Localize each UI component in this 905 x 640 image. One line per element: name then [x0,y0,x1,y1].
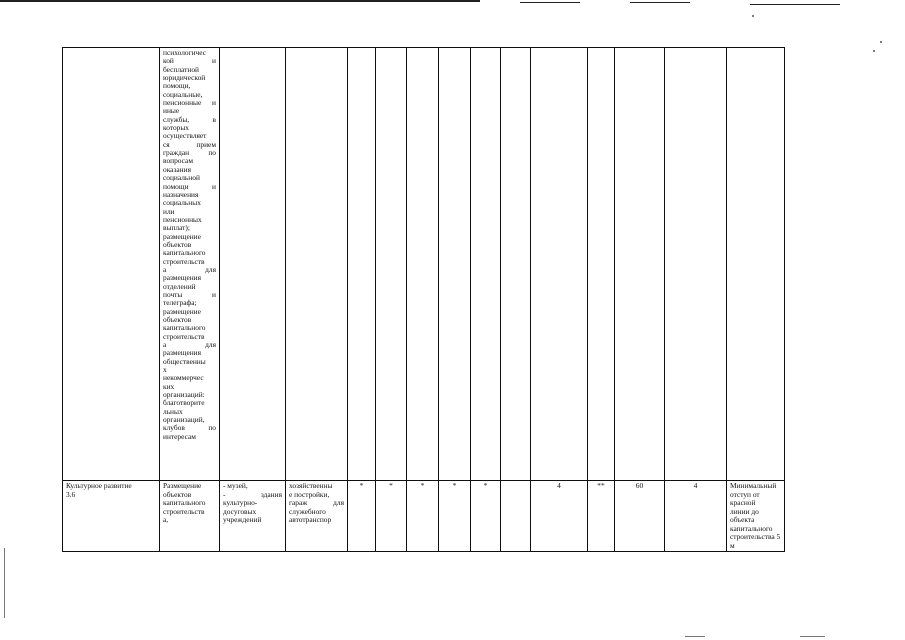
text-line: линии до объекта [730,506,759,525]
text-line: выплат); [163,223,190,233]
text-line: гараж для [289,498,344,508]
scan-edge-line [750,4,840,5]
scan-edge-line [0,0,480,2]
text-line: бесплатной [163,64,199,74]
text-line: размещения [163,348,202,358]
text-line: иные [163,106,180,116]
scan-speck [880,41,882,43]
param-cell [471,48,501,481]
text-line: капитального [163,248,206,258]
scan-edge-line [685,636,705,637]
aux-use-cell [286,48,348,481]
text-line: капитального [163,498,206,508]
param-cell [531,48,588,481]
text-line: размещения [163,273,202,283]
main-use-cell [220,481,286,552]
param-cell [376,48,407,481]
text-line: осуществляет [163,131,207,141]
text-line: культурно- [223,498,258,508]
text-line: а, [163,515,169,525]
zone-code: 3.6 [66,489,76,499]
text-line: отступ от красной [730,489,760,508]
text-line: досуговых [223,506,257,516]
text-line: отделений [163,281,196,291]
text-line: строительств [163,331,205,341]
text-line: психологичес [163,48,207,57]
asterisk-mark: * [407,481,439,552]
text-line: строительств [163,506,205,516]
scan-edge-line [630,2,690,3]
asterisk-mark [501,481,531,552]
table-row [63,481,785,552]
text-line: почты и [163,289,216,299]
text-line: объектов [163,315,192,324]
table-row [63,48,785,481]
param-cell [588,48,615,481]
text-line: юридической [163,73,206,83]
text-line: социальные, [163,89,203,99]
description-cell [160,481,220,552]
text-line: хозяйственны [289,481,333,490]
param-cell [348,48,376,481]
text-line: капитального [163,323,206,333]
text-line: - здания [223,489,282,499]
note-cell [727,48,785,481]
text-line: общественны [163,356,206,366]
asterisk-mark: * [348,481,376,552]
zone-name: Культурное развитие [66,481,132,490]
scan-edge-line [4,548,5,618]
text-line: а для [163,340,216,350]
zoning-regulations-table [62,47,785,552]
text-line: социальных [163,198,201,208]
text-line: помощи и [163,181,216,191]
text-line: вопросам [163,156,193,166]
text-line: которых [163,123,189,133]
asterisk-mark: * [471,481,501,552]
text-line: размещение [163,306,201,316]
text-line: объектов [163,489,192,499]
text-line: капитального [730,523,773,533]
note-cell [727,481,785,552]
text-line: учреждений [223,515,262,525]
text-line: размещение [163,231,201,241]
text-line: телеграфа; [163,298,197,308]
double-asterisk-mark: ** [588,481,615,552]
text-line: интересам [163,431,196,441]
text-line: оказания [163,164,191,174]
text-line: или [163,206,175,216]
text-line: назначения [163,189,199,199]
scan-edge-line [520,2,580,3]
text-line: ких [163,381,175,391]
text-line: граждан по [163,148,216,158]
param-cell [407,48,439,481]
zone-name-cell [63,481,160,552]
text-line: е постройки, [289,489,330,499]
description-cell [160,48,220,481]
text-line: кой и [163,56,216,66]
aux-use-cell [286,481,348,552]
text-line: льных [163,406,183,416]
asterisk-mark: * [376,481,407,552]
text-line: помощи, [163,81,191,91]
param-cell [615,48,665,481]
zone-name-cell [63,48,160,481]
text-line: строительства 5 м [730,532,781,550]
text-line: х [163,365,167,375]
param-cell [501,48,531,481]
text-line: - музей, [223,481,248,490]
param-cell [665,48,727,481]
param-cell [439,48,471,481]
text-line: автотранспор [289,515,332,525]
scan-speck [873,50,875,52]
text-line: Размещение [163,481,202,490]
asterisk-mark: * [439,481,471,552]
text-line: организаций, [163,415,205,425]
text-line: социальной [163,173,200,183]
percent-value: 60 [615,481,665,552]
continuation-text [163,49,216,441]
scan-speck [752,15,754,17]
text-line: некоммерчес [163,373,204,383]
param-value: 4 [665,481,727,552]
text-line: службы, в [163,114,216,124]
text-line: а для [163,264,216,274]
text-line: ся прием [163,139,216,149]
floors-value: 4 [531,481,588,552]
text-line: клубов по [163,423,216,433]
text-line: благотворите [163,398,205,408]
text-line: объектов [163,239,192,249]
main-use-cell [220,48,286,481]
text-line: пенсионных [163,214,202,224]
text-line: строительств [163,256,205,266]
text-line: служебного [289,506,326,516]
text-line: Минимальный [730,481,777,490]
scan-edge-line [800,636,825,637]
text-line: пенсионные и [163,98,216,108]
text-line: организаций: [163,390,205,400]
